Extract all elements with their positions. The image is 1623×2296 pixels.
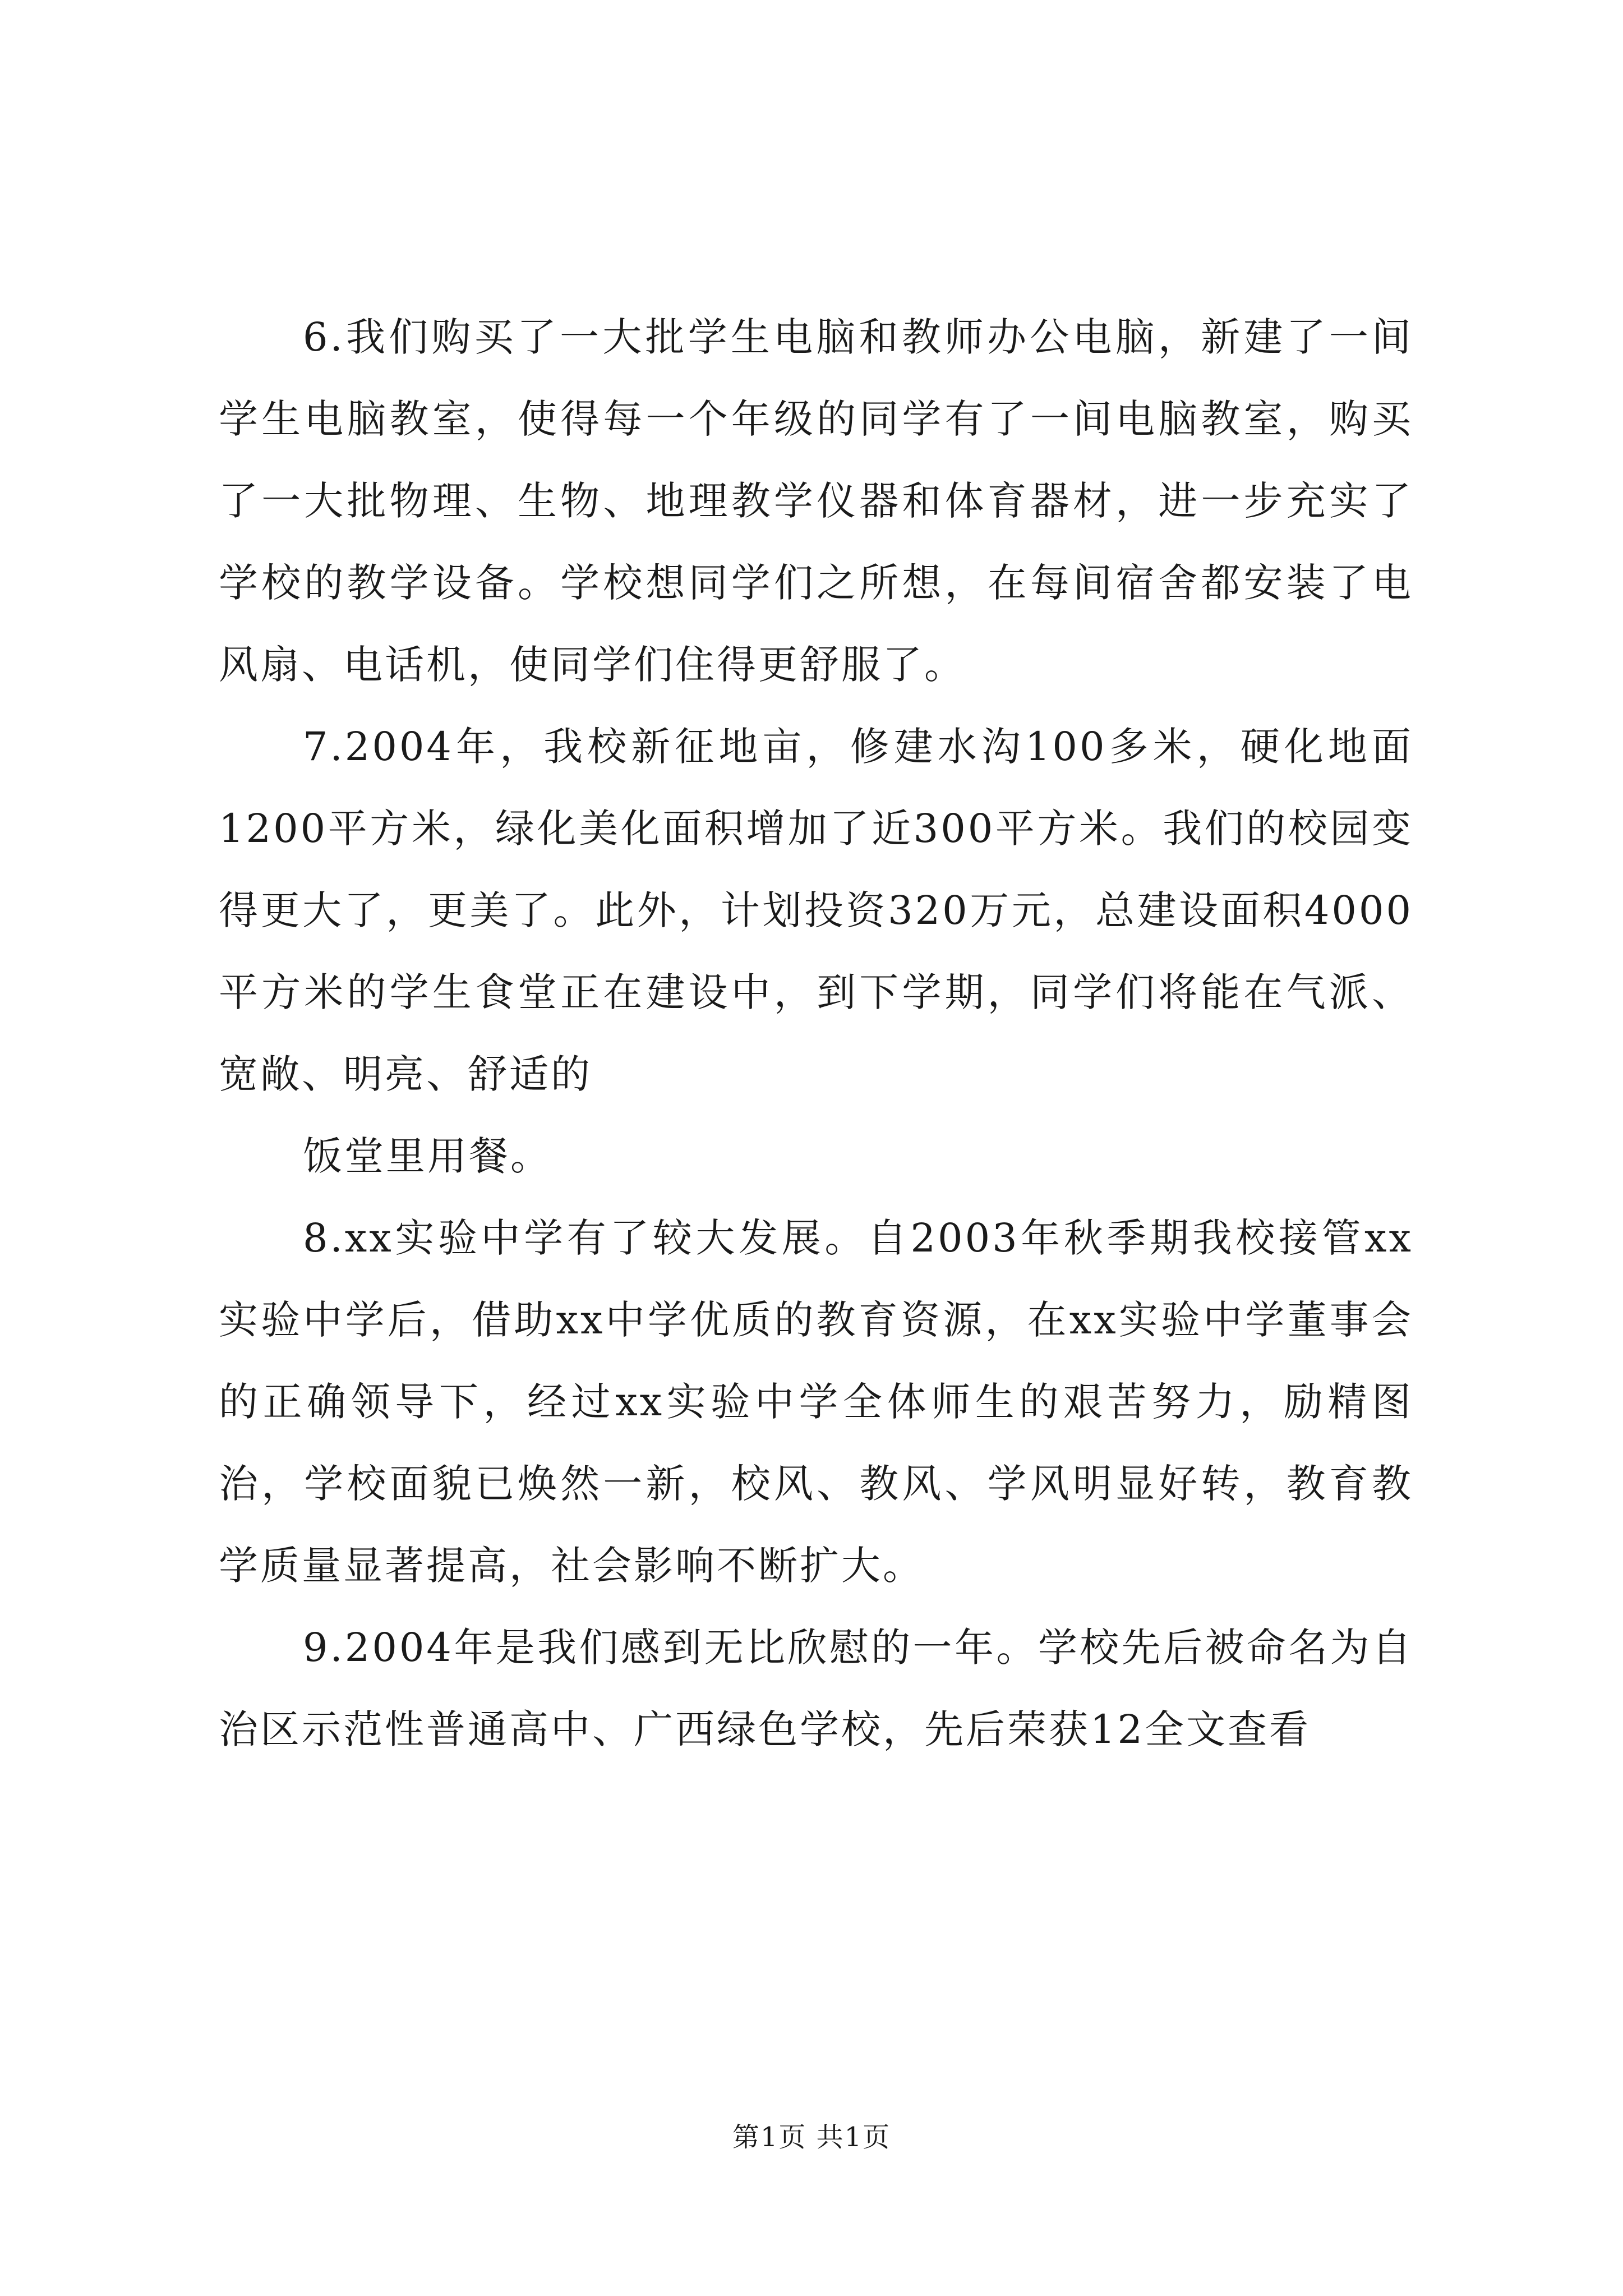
page-footer: 第1页 共1页 [732, 2122, 891, 2153]
paragraph-8: 8.xx实验中学有了较大发展。自2003年秋季期我校接管xx实验中学后，借助xx中学优质的教育资源，在xx实验中学董事会的正确领导下，经过xx实验中学全体师生的艰苦努力，励精图治，学校面貌已焕然一新，校风、教风、学风明显好转，教育教学质量显著提高，社会影响不断扩大。 [219, 1215, 1413, 1589]
paragraph-6: 6.我们购买了一大批学生电脑和教师办公电脑，新建了一间学生电脑教室，使得每一个年级的同学有了一间电脑教室，购买了一大批物理、生物、地理教学仪器和体育器材，进一步充实了学校的教学设备。学校想同学们之所想，在每间宿舍都安装了电风扇、电话机，使同学们住得更舒服了。 [219, 314, 1413, 688]
paragraph-7-continuation: 饭堂里用餐。 [303, 1133, 552, 1179]
paragraph-7: 7.2004年，我校新征地亩，修建水沟100多米，硬化地面1200平方米，绿化美化面积增加了近300平方米。我们的校园变得更大了，更美了。此外，计划投资320万元，总建设面积4000平方米的学生食堂正在建设中，到下学期，同学们将能在气派、宽敞、明亮、舒适的 [219, 724, 1413, 1097]
paragraph-9: 9.2004年是我们感到无比欣慰的一年。学校先后被命名为自治区示范性普通高中、广西绿色学校，先后荣获12全文查看 [219, 1625, 1413, 1752]
document-body [219, 296, 1413, 1770]
